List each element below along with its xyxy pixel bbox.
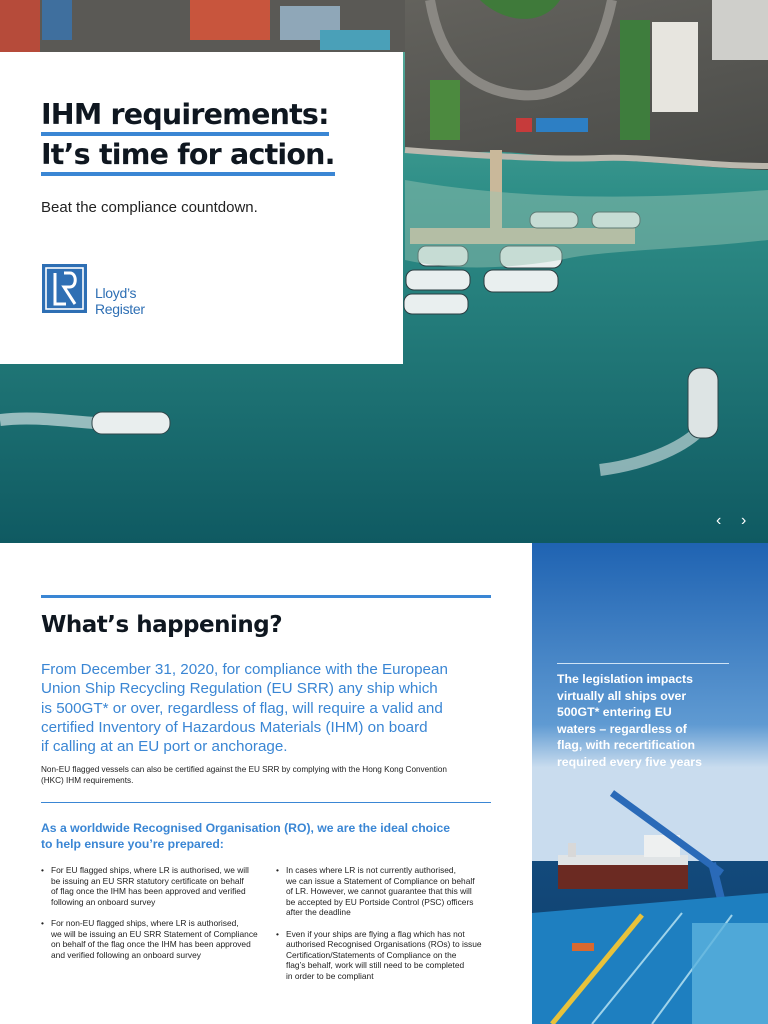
list-item: • For non-EU flagged ships, where LR is authorised, we will be issuing an EU SRR Statement of Compliance on behalf of the flag once the IHM has been approved and verified following an onboard survey	[41, 918, 256, 960]
bullet-column-right	[276, 865, 491, 992]
carousel-prev-icon[interactable]: ‹	[716, 512, 722, 529]
logo-wordmark: Lloyd’s Register	[95, 285, 145, 317]
divider	[41, 802, 491, 803]
ro-heading: As a worldwide Recognised Organisation (RO), we are the ideal choice to help ensure you’re prepared:	[41, 821, 451, 851]
section-divider	[41, 595, 491, 598]
page-title-line-1: IHM requirements:	[41, 98, 329, 132]
sidebar-callout: The legislation impacts virtually all ships over 500GT* entering EU waters – regardless of flag, with recertification required every five years	[557, 672, 702, 769]
sidebar-divider	[557, 663, 729, 664]
list-item: • Even if your ships are flying a flag which has not authorised Recognised Organisations (ROs) to issue Certification/Statements of Compliance on the flag’s behalf, work will still need to be completed in order to be compliant	[276, 929, 491, 982]
section-heading: What’s happening?	[41, 612, 283, 638]
sidebar-panel	[532, 543, 768, 1024]
lloyds-register-logo-icon	[42, 264, 87, 313]
subtitle: Beat the compliance countdown.	[41, 199, 258, 216]
footnote-text: Non-EU flagged vessels can also be certified against the EU SRR by complying with the Hong Kong Convention (HKC) IHM requirements.	[41, 765, 447, 785]
title-card	[0, 52, 403, 364]
lead-paragraph: From December 31, 2020, for compliance with the European Union Ship Recycling Regulation (EU SRR) any ship which is 500GT* or over, regardless of flag, will require a valid and certified Inventory of Hazardous Materials (IHM) on board if calling at an EU port or anchorage.	[41, 661, 448, 756]
tanker-photo-image	[532, 543, 768, 1024]
list-item: • In cases where LR is not currently authorised, we can issue a Statement of Compliance on behalf of LR. However, we cannot guarantee that this will be accepted by EU Portside Control (PSC) officers after the deadline	[276, 865, 491, 918]
carousel-next-icon[interactable]: ›	[741, 512, 747, 529]
bullet-column-left	[41, 865, 256, 971]
list-item: • For EU flagged ships, where LR is authorised, we will be issuing an EU SRR statutory certificate on behalf of flag once the IHM has been approved and verified following an onboard survey	[41, 865, 256, 907]
page-title-line-2: It’s time for action.	[41, 138, 335, 172]
